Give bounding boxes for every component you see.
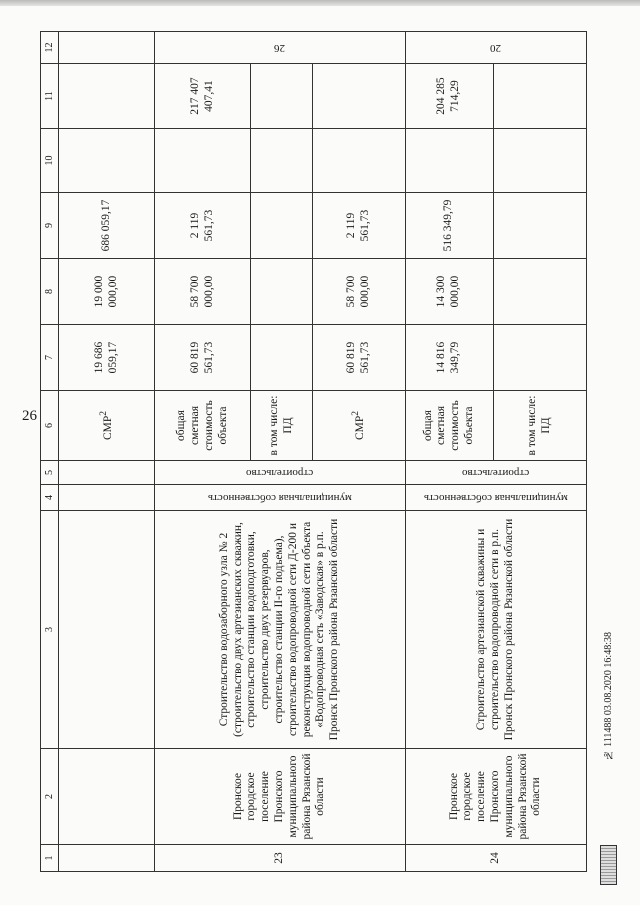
col-num-6: 6 <box>41 391 59 461</box>
cell-c9: 2 119 561,73 <box>313 193 405 259</box>
ownership-cell: муниципальная собственность <box>155 485 405 511</box>
col-num-5: 5 <box>41 461 59 485</box>
table-row-23a <box>155 32 251 872</box>
table-row-24a <box>405 32 493 872</box>
cell-c10 <box>405 129 493 193</box>
cell-c7: 14 816 349,79 <box>405 325 493 391</box>
cell-c9: 2 119 561,73 <box>155 193 251 259</box>
col-num-3: 3 <box>41 511 59 749</box>
registration-stamp-text: № 111488 03.08.2020 16:48:38 <box>603 632 614 761</box>
cell-c8: 14 300 000,00 <box>405 259 493 325</box>
col-num-10: 10 <box>41 129 59 193</box>
smr-label-cell: СМР$^2$ <box>59 391 155 461</box>
table-wrapper <box>40 32 587 872</box>
work-type-cell: строительство <box>405 461 586 485</box>
cell-c8: 58 700 000,00 <box>155 259 251 325</box>
col-num-4: 4 <box>41 485 59 511</box>
scan-top-edge <box>0 0 640 6</box>
recipient-cell: Пронское городское поселение Пронского муниципального района Рязанской области <box>405 749 586 845</box>
total-cost-label: общая сметная стоимость объекта <box>155 391 251 461</box>
col-num-2: 2 <box>41 749 59 845</box>
recipient-cell: Пронское городское поселение Пронского муниципального района Рязанской области <box>155 749 405 845</box>
pd-label: в том числе: ПД <box>493 391 586 461</box>
cell-c9: 516 349,79 <box>405 193 493 259</box>
cell-c12: 20 <box>405 32 586 64</box>
barcode-stamp <box>600 845 617 885</box>
pd-label: в том числе: ПД <box>251 391 313 461</box>
cell-c7: 60 819 561,73 <box>313 325 405 391</box>
column-number-row <box>41 32 59 872</box>
col-num-11: 11 <box>41 64 59 129</box>
row-number: 23 <box>155 845 405 872</box>
col-num-7: 7 <box>41 325 59 391</box>
object-description: Строительство артезианской скважины и строительство водопроводной сети в р.п. Пронск Пронского района Рязанской области <box>405 511 586 749</box>
work-type-cell: строительство <box>155 461 405 485</box>
cell-c7: 60 819 561,73 <box>155 325 251 391</box>
continued-row <box>59 32 155 872</box>
cell-c9: 686 059,17 <box>59 193 155 259</box>
cell-c8: 58 700 000,00 <box>313 259 405 325</box>
rotated-table-frame <box>40 32 587 872</box>
cell-c11: 217 407 407,41 <box>155 64 251 129</box>
cell-c7: 19 686 059,17 <box>59 325 155 391</box>
cell-c8: 19 000 000,00 <box>59 259 155 325</box>
cell-c12: 26 <box>155 32 405 64</box>
cell-c10 <box>155 129 251 193</box>
col-num-1: 1 <box>41 845 59 872</box>
budget-table <box>40 31 587 872</box>
ownership-cell: муниципальная собственность <box>405 485 586 511</box>
smr-label-cell: СМР$^2$ <box>313 391 405 461</box>
col-num-8: 8 <box>41 259 59 325</box>
cell-c11: 204 285 714,29 <box>405 64 493 129</box>
col-num-12: 12 <box>41 32 59 64</box>
page-number: 26 <box>22 408 37 424</box>
object-description: Строительство водозаборного узла № 2 (строительство двух артезианских скважин, строительство станции водоподготовки, строительство двух резервуаров, строительство станции II-го подъема), строительство водопроводной сети Д-200 и реконструкция водопроводной сети объекта «Водопроводная сеть «Заводская» в р.п. Пронск Пронского района Рязанской области <box>155 511 405 749</box>
row-number: 24 <box>405 845 586 872</box>
col-num-9: 9 <box>41 193 59 259</box>
total-cost-label: общая сметная стоимость объекта <box>405 391 493 461</box>
